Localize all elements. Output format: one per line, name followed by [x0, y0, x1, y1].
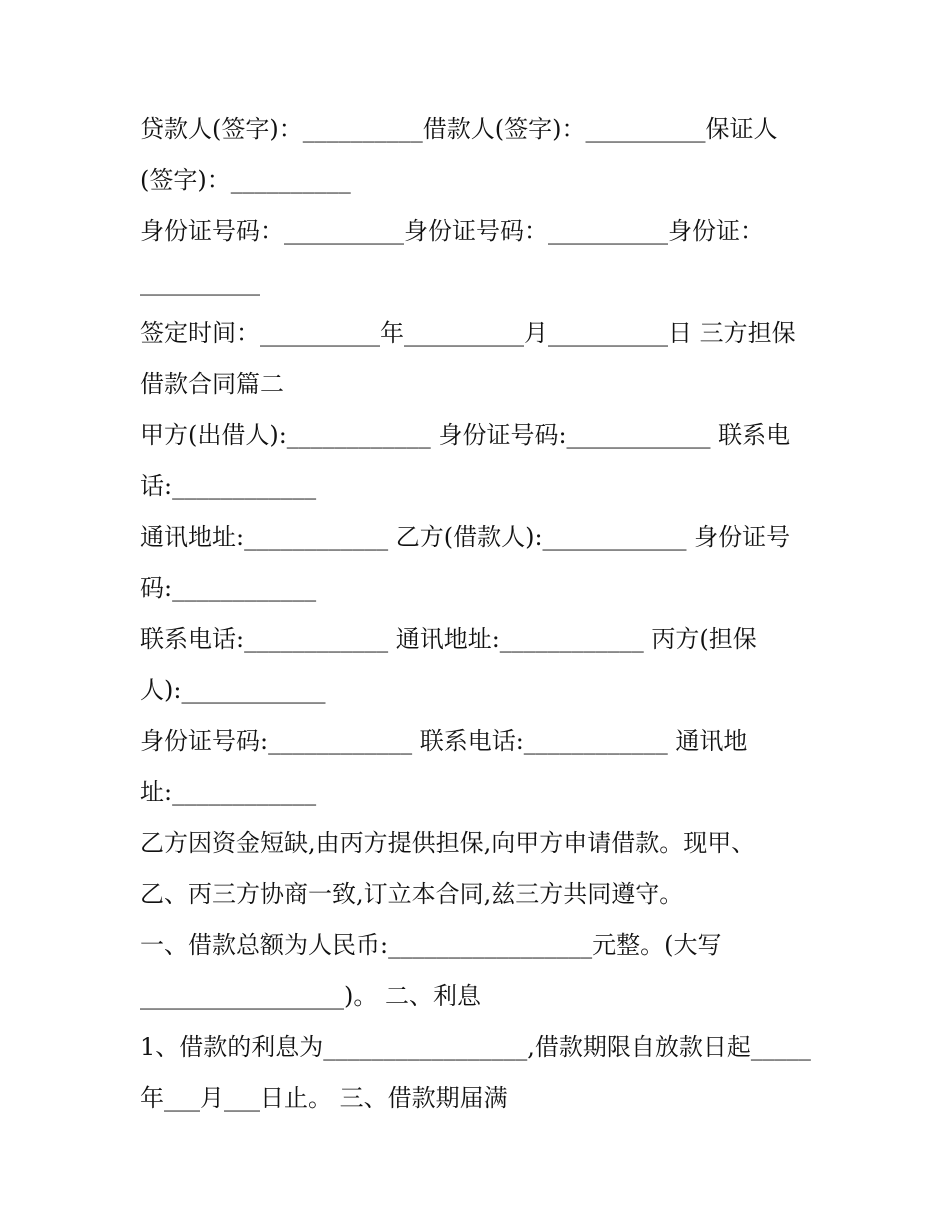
- text-line: 贷款人(签字)：__________借款人(签字)：__________保证人: [140, 115, 778, 143]
- text-line: 身份证号码：__________身份证号码：__________身份证：: [140, 217, 764, 245]
- text-line: 通讯地址:____________ 乙方(借款人):____________ 身份证号: [140, 523, 791, 551]
- text-line: 甲方(出借人):____________ 身份证号码:____________ 联系电: [140, 421, 791, 449]
- text-line: 身份证号码:____________ 联系电话:____________ 通讯地: [140, 727, 748, 755]
- text-line: 乙、丙三方协商一致,订立本合同,兹三方共同遵守。: [140, 880, 684, 908]
- text-line: 乙方因资金短缺,由丙方提供担保,向甲方申请借款。现甲、: [140, 829, 756, 857]
- section-title: 借款合同篇二: [140, 370, 284, 398]
- text-line: 联系电话:____________ 通讯地址:____________ 丙方(担保: [140, 625, 757, 653]
- text-line: 1、借款的利息为_________________,借款期限自放款日起_____: [140, 1033, 811, 1061]
- text-line: _________________)。 二、利息: [140, 982, 481, 1010]
- text-line: 一、借款总额为人民币:_________________元整。(大写: [140, 931, 722, 959]
- text-line: 码:____________: [140, 574, 317, 602]
- text-line: 人):____________: [140, 676, 326, 704]
- text-line: 签定时间：__________年__________月__________日 三方担保: [140, 319, 796, 347]
- text-line: 年___月___日止。 三、借款期届满: [140, 1084, 508, 1112]
- text-line: 话:____________: [140, 472, 317, 500]
- text-line: __________: [140, 268, 260, 296]
- text-line: (签字)：__________: [140, 166, 351, 194]
- text-line: 址:____________: [140, 778, 317, 806]
- document-page: [140, 104, 820, 1124]
